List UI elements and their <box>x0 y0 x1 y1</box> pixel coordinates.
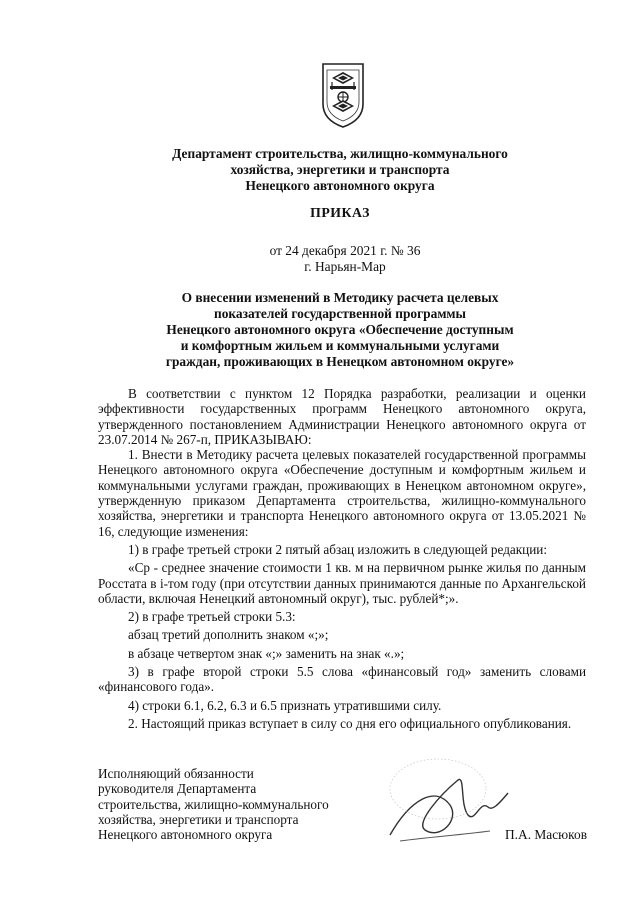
handwritten-signature <box>380 745 520 855</box>
body-paragraph: 2. Настоящий приказ вступает в силу со дня его официального опубликования. <box>128 715 572 731</box>
signatory-line: Ненецкого автономного округа <box>98 827 273 843</box>
document-place: г. Нарьян-Мар <box>304 259 386 274</box>
document-type-title: ПРИКАЗ <box>310 205 370 220</box>
signatory-line: Исполняющий обязанности <box>98 766 254 781</box>
document-body <box>98 386 586 731</box>
coat-of-arms-emblem <box>320 60 366 130</box>
body-paragraph: «Ср - среднее значение стоимости 1 кв. м на первичном рынке жилья по данным Росстата в i-том году (при отсутствии данных принимаются данные по Архангельской области, включая Ненецкий автономный округ), тыс. рублей*;». <box>98 560 586 606</box>
body-paragraph: в абзаце четвертом знак «;» заменить на знак «.»; <box>128 645 405 661</box>
signatory-line: руководителя Департамента <box>98 781 257 797</box>
signatory-position <box>98 766 358 842</box>
subject-line: граждан, проживающих в Ненецком автономном округе» <box>165 354 515 369</box>
signatory-line: строительства, жилищно-коммунального <box>98 796 329 812</box>
subject-line: показателей государственной программы <box>213 306 467 321</box>
body-paragraph: 1. Внести в Методику расчета целевых показателей государственной программы Ненецкого автономного округа «Обеспечение доступным и комфортным жильем и коммунальными услугами граждан, проживающих в Ненецком автономном округе», утвержденную приказом Департамента строительства, жилищно-коммунального хозяйства, энергетики и транспорта Ненецкого автономного округа от 13.05.2021 № 16, следующие изменения: <box>98 447 586 539</box>
document-subject <box>150 290 530 370</box>
department-header <box>150 146 530 194</box>
header-line: Ненецкого автономного округа <box>245 178 435 193</box>
body-paragraph: 4) строки 6.1, 6.2, 6.3 и 6.5 признать утратившими силу. <box>128 697 442 713</box>
subject-line: О внесении изменений в Методику расчета целевых <box>181 290 499 305</box>
header-line: Департамент строительства, жилищно-коммунального <box>172 146 508 161</box>
signatory-name: П.А. Масюков <box>505 827 588 842</box>
body-paragraph: абзац третий дополнить знаком «;»; <box>128 627 329 643</box>
body-paragraph: 2) в графе третьей строки 5.3: <box>128 609 296 625</box>
document-date-block <box>250 243 440 275</box>
header-line: хозяйства, энергетики и транспорта <box>230 162 450 177</box>
document-date: от 24 декабря 2021 г. № 36 <box>269 243 421 258</box>
body-paragraph: 3) в графе второй строки 5.5 слова «финансовый год» заменить словами «финансового года». <box>98 664 586 695</box>
subject-line: и комфортным жильем и коммунальными услугами <box>180 338 500 353</box>
signatory-line: хозяйства, энергетики и транспорта <box>98 811 299 827</box>
subject-line: Ненецкого автономного округа «Обеспечение доступным <box>166 322 514 337</box>
body-paragraph: 1) в графе третьей строки 2 пятый абзац изложить в следующей редакции: <box>128 541 547 557</box>
body-paragraph: В соответствии с пунктом 12 Порядка разработки, реализации и оценки эффективности государственных программ Ненецкого автономного округа, утвержденного постановлением Администрации Ненецкого автономного округа от 23.07.2014 № 267-п, ПРИКАЗЫВАЮ: <box>98 386 586 447</box>
